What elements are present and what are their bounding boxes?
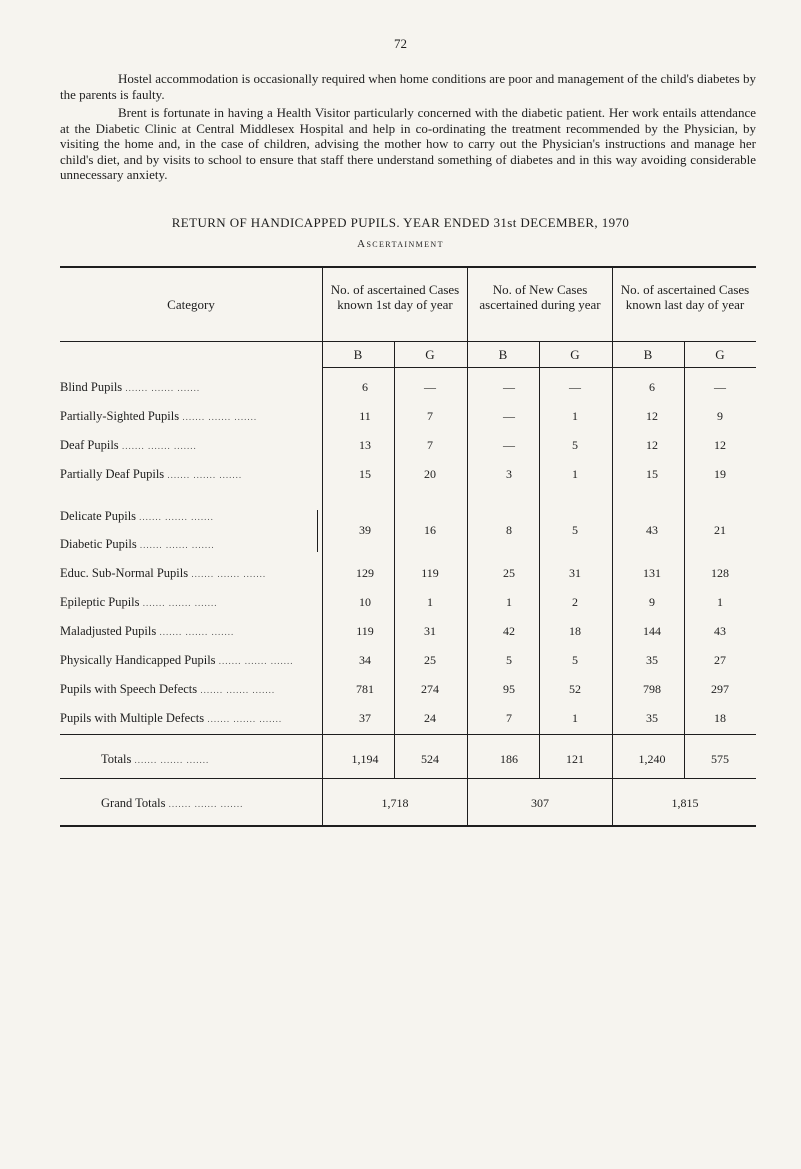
row-label [60,467,242,482]
table-cell: 798 [643,682,661,696]
table-cell: — [503,409,515,423]
table-cell: 128 [711,566,729,580]
delicate-diabetic-b1: 39 [359,523,371,537]
table-cell: — [503,380,515,394]
table-cell: 9 [649,595,655,609]
totals-top-rule [60,734,756,735]
leader-dots: ....... ....... ....... [122,383,201,393]
vline-group2 [467,266,468,826]
leader-dots: ....... ....... ....... [139,512,214,522]
table-cell: 35 [646,711,658,725]
table-title: RETURN OF HANDICAPPED PUPILS. YEAR ENDED 31st DECEMBER, 1970 [171,215,630,230]
totals-g3: 575 [711,752,729,766]
table-cell: — [714,380,726,394]
table-cell: — [569,380,581,394]
row-label-delicate [60,509,214,524]
bracket [313,510,318,552]
leader-dots: ....... ....... ....... [156,627,235,637]
leader-dots: ....... ....... ....... [134,755,210,765]
table-cell: — [424,380,436,394]
grand-totals-top-rule [60,778,756,779]
header-known-last-day: No. of ascertained Cases known last day of year [620,282,750,312]
row-label [60,653,294,668]
row-label-text: Deaf Pupils [60,438,119,452]
row-label-text: Pupils with Multiple Defects [60,711,205,725]
table-cell: 7 [427,438,433,452]
table-cell: 25 [503,566,515,580]
header-category: Category [167,297,215,312]
table-cell: 131 [643,566,661,580]
table-cell: 34 [359,653,371,667]
row-label [60,595,218,610]
grand-total-1: 1,718 [381,796,409,810]
table-cell: 27 [714,653,726,667]
leader-dots: ....... ....... ....... [215,656,294,666]
header-b-1: B [353,347,363,362]
page-number: 72 [394,36,407,51]
table-cell: 119 [356,624,374,638]
row-label [60,566,266,581]
row-label-text: Physically Handicapped Pupils [60,653,216,667]
header-known-first-day: No. of ascertained Cases known 1st day of year [330,282,460,312]
table-cell: 1 [717,595,723,609]
row-label-text: Pupils with Speech Defects [60,682,198,696]
table-cell: 10 [359,595,371,609]
grand-totals-text: Grand Totals [101,796,166,810]
row-label [60,380,200,395]
table-cell: 24 [424,711,436,725]
delicate-diabetic-g2: 5 [572,523,578,537]
totals-label [101,752,209,767]
vline-g2-bg [539,342,540,778]
table-cell: 5 [572,438,578,452]
row-label [60,682,275,697]
table-cell: 12 [646,409,658,423]
paragraph-health-visitor: Brent is fortunate in having a Health Visitor particularly concerned with the diabetic patient. Her work entails attendance at the Diabetic Clinic at Central Middlesex Hospital and help in co-ordinating the treatment recommended by the Physician, by visiting the home and, in the case of children, advising the mother how to carry out the Physician's instructions and manage her child's diet, and by visits to school to ensure that staff there understand something of diabetes and in this way avoiding considerable unnecessary anxiety. [60,105,756,182]
table-cell: 31 [569,566,581,580]
table-cell: 119 [421,566,439,580]
table-cell: 297 [711,682,729,696]
delicate-label: Delicate Pupils [60,509,137,523]
delicate-diabetic-g3: 21 [714,523,726,537]
table-cell: 2 [572,595,578,609]
totals-g1: 524 [421,752,439,766]
table-top-rule [60,266,756,268]
header-b-3: B [643,347,653,362]
table-cell: 12 [714,438,726,452]
table-cell: 11 [359,409,371,423]
leader-dots: ....... ....... ....... [197,685,276,695]
leader-dots: ....... ....... ....... [168,799,244,809]
leader-dots: ....... ....... ....... [139,540,215,550]
totals-b2: 186 [500,752,518,766]
header-g-2: G [570,347,580,362]
table-cell: 15 [359,467,371,481]
row-label-text: Blind Pupils [60,380,123,394]
header-g-3: G [715,347,725,362]
table-cell: — [503,438,515,452]
row-label [60,438,197,453]
row-label-text: Epileptic Pupils [60,595,140,609]
table-cell: 95 [503,682,515,696]
table-cell: 3 [506,467,512,481]
table-cell: 13 [359,438,371,452]
row-label [60,409,257,424]
table-cell: 1 [427,595,433,609]
diabetic-label: Diabetic Pupils [60,537,137,551]
delicate-diabetic-b3: 43 [646,523,658,537]
leader-dots: ....... ....... ....... [188,569,267,579]
table-cell: 1 [572,467,578,481]
table-cell: 19 [714,467,726,481]
table-cell: 274 [421,682,439,696]
table-cell: 52 [569,682,581,696]
paragraph-hostel: Hostel accommodation is occasionally required when home conditions are poor and management of the child's diabetes by the parents is faulty. [60,71,756,102]
table-cell: 7 [427,409,433,423]
row-label-diabetic [60,537,215,552]
table-cell: 129 [356,566,374,580]
delicate-diabetic-g1: 16 [424,523,436,537]
table-bottom-rule [60,825,756,827]
header-bottom-rule [60,341,756,342]
totals-g2: 121 [566,752,584,766]
leader-dots: ....... ....... ....... [179,412,258,422]
table-cell: 5 [506,653,512,667]
totals-text: Totals [101,752,132,766]
table-cell: 43 [714,624,726,638]
row-label-text: Educ. Sub-Normal Pupils [60,566,189,580]
leader-dots: ....... ....... ....... [204,714,283,724]
vline-g3-bg [684,342,685,778]
header-new-cases: No. of New Cases ascertained during year [479,282,601,312]
table-cell: 6 [362,380,368,394]
table-cell: 31 [424,624,436,638]
table-cell: 1 [572,409,578,423]
delicate-diabetic-b2: 8 [506,523,512,537]
table-cell: 9 [717,409,723,423]
grand-total-2: 307 [531,796,549,810]
table-cell: 37 [359,711,371,725]
leader-dots: ....... ....... ....... [118,441,197,451]
table-cell: 18 [714,711,726,725]
table-cell: 15 [646,467,658,481]
table-cell: 781 [356,682,374,696]
table-cell: 25 [424,653,436,667]
row-label-text: Partially Deaf Pupils [60,467,165,481]
grand-totals-label [101,796,243,811]
table-cell: 1 [506,595,512,609]
table-cell: 5 [572,653,578,667]
totals-b1: 1,194 [351,752,379,766]
table-cell: 12 [646,438,658,452]
row-label-text: Maladjusted Pupils [60,624,157,638]
table-subtitle: Ascertainment [357,238,444,250]
vline-group3 [612,266,613,826]
table-cell: 6 [649,380,655,394]
row-label [60,711,282,726]
row-label [60,624,234,639]
totals-b3: 1,240 [638,752,666,766]
table-cell: 42 [503,624,515,638]
table-cell: 1 [572,711,578,725]
table-cell: 7 [506,711,512,725]
table-cell: 144 [643,624,661,638]
table-cell: 35 [646,653,658,667]
vline-group1 [322,266,323,826]
header-b-2: B [498,347,508,362]
table-cell: 18 [569,624,581,638]
header-g-1: G [425,347,435,362]
leader-dots: ....... ....... ....... [164,470,243,480]
leader-dots: ....... ....... ....... [139,598,218,608]
table-cell: 20 [424,467,436,481]
grand-total-3: 1,815 [671,796,699,810]
row-label-text: Partially-Sighted Pupils [60,409,180,423]
